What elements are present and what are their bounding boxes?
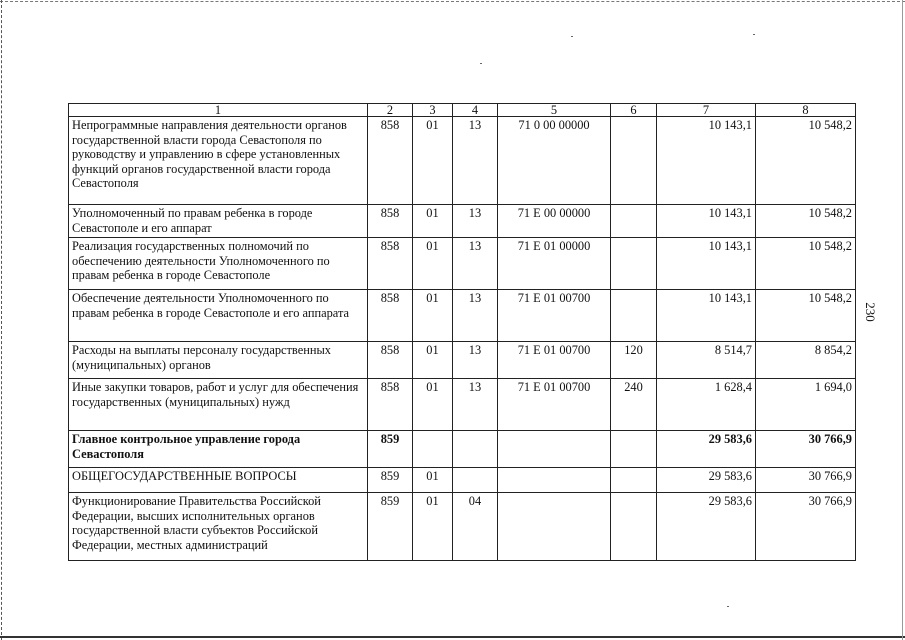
table-row bbox=[69, 205, 856, 238]
header-cell: 6 bbox=[611, 104, 657, 117]
table-row bbox=[69, 493, 856, 561]
scan-speck bbox=[727, 606, 729, 607]
row-sum-2019-cell: 1 628,4 bbox=[657, 379, 756, 431]
row-podrazdel-cell bbox=[453, 468, 498, 493]
row-podrazdel-cell: 13 bbox=[453, 205, 498, 238]
row-sum-2020-cell: 8 854,2 bbox=[756, 342, 856, 379]
row-vedomstvo-cell: 858 bbox=[368, 238, 413, 290]
row-csr-cell bbox=[498, 493, 611, 561]
row-csr-cell: 71 Е 01 00700 bbox=[498, 342, 611, 379]
scan-edge-bottom bbox=[0, 636, 905, 638]
row-razdel-cell: 01 bbox=[413, 290, 453, 342]
table-row bbox=[69, 238, 856, 290]
row-podrazdel-cell: 13 bbox=[453, 117, 498, 205]
row-name-cell: Расходы на выплаты персоналу государственных (муниципальных) органов bbox=[69, 342, 368, 379]
row-sum-2019-cell: 29 583,6 bbox=[657, 468, 756, 493]
row-razdel-cell: 01 bbox=[413, 493, 453, 561]
row-csr-cell: 71 Е 01 00700 bbox=[498, 379, 611, 431]
row-sum-2020-cell: 10 548,2 bbox=[756, 117, 856, 205]
row-sum-2019-cell: 10 143,1 bbox=[657, 205, 756, 238]
header-cell: 2 bbox=[368, 104, 413, 117]
row-podrazdel-cell: 04 bbox=[453, 493, 498, 561]
row-vr-cell bbox=[611, 493, 657, 561]
row-csr-cell: 71 Е 01 00000 bbox=[498, 238, 611, 290]
row-sum-2019-cell: 10 143,1 bbox=[657, 290, 756, 342]
scan-speck bbox=[571, 36, 573, 37]
row-podrazdel-cell bbox=[453, 431, 498, 468]
row-vedomstvo-cell: 859 bbox=[368, 431, 413, 468]
row-vedomstvo-cell: 858 bbox=[368, 117, 413, 205]
header-cell: 5 bbox=[498, 104, 611, 117]
header-cell: 1 bbox=[69, 104, 368, 117]
header-cell: 8 bbox=[756, 104, 856, 117]
row-name-cell: Обеспечение деятельности Уполномоченного по правам ребенка в городе Севастополе и его аппарата bbox=[69, 290, 368, 342]
row-razdel-cell: 01 bbox=[413, 468, 453, 493]
table-row bbox=[69, 290, 856, 342]
row-vedomstvo-cell: 858 bbox=[368, 205, 413, 238]
row-vr-cell bbox=[611, 468, 657, 493]
row-name-cell: Главное контрольное управление города Севастополя bbox=[69, 431, 368, 468]
row-vr-cell bbox=[611, 238, 657, 290]
table-row bbox=[69, 431, 856, 468]
table-row bbox=[69, 342, 856, 379]
budget-table bbox=[68, 103, 856, 561]
scan-speck bbox=[753, 34, 755, 35]
row-name-cell: Уполномоченный по правам ребенка в городе Севастополе и его аппарат bbox=[69, 205, 368, 238]
row-sum-2020-cell: 10 548,2 bbox=[756, 238, 856, 290]
row-vr-cell: 120 bbox=[611, 342, 657, 379]
row-name-cell: Непрограммные направления деятельности органов государственной власти города Севастополя по руководству и управлению в сфере установленных функций органов государственной власти города Севастополя bbox=[69, 117, 368, 205]
row-sum-2019-cell: 29 583,6 bbox=[657, 431, 756, 468]
row-razdel-cell: 01 bbox=[413, 238, 453, 290]
scan-edge-right bbox=[902, 0, 903, 640]
row-vedomstvo-cell: 858 bbox=[368, 342, 413, 379]
row-razdel-cell bbox=[413, 431, 453, 468]
row-sum-2020-cell: 10 548,2 bbox=[756, 205, 856, 238]
header-cell: 7 bbox=[657, 104, 756, 117]
row-vr-cell bbox=[611, 290, 657, 342]
table-row bbox=[69, 379, 856, 431]
row-razdel-cell: 01 bbox=[413, 117, 453, 205]
page-number: 230 bbox=[862, 302, 878, 322]
row-razdel-cell: 01 bbox=[413, 379, 453, 431]
row-name-cell: Иные закупки товаров, работ и услуг для обеспечения государственных (муниципальных) нужд bbox=[69, 379, 368, 431]
row-vr-cell: 240 bbox=[611, 379, 657, 431]
row-razdel-cell: 01 bbox=[413, 205, 453, 238]
row-vr-cell bbox=[611, 117, 657, 205]
row-sum-2019-cell: 10 143,1 bbox=[657, 117, 756, 205]
row-name-cell: Функционирование Правительства Российской Федерации, высших исполнительных органов государственной власти субъектов Российской Федерации, местных администраций bbox=[69, 493, 368, 561]
row-podrazdel-cell: 13 bbox=[453, 379, 498, 431]
row-sum-2020-cell: 30 766,9 bbox=[756, 493, 856, 561]
row-sum-2019-cell: 8 514,7 bbox=[657, 342, 756, 379]
row-sum-2020-cell: 10 548,2 bbox=[756, 290, 856, 342]
row-sum-2020-cell: 30 766,9 bbox=[756, 431, 856, 468]
row-vedomstvo-cell: 858 bbox=[368, 290, 413, 342]
table-row bbox=[69, 117, 856, 205]
row-vedomstvo-cell: 859 bbox=[368, 468, 413, 493]
row-sum-2019-cell: 10 143,1 bbox=[657, 238, 756, 290]
row-csr-cell bbox=[498, 468, 611, 493]
row-name-cell: ОБЩЕГОСУДАРСТВЕННЫЕ ВОПРОСЫ bbox=[69, 468, 368, 493]
table-header-row bbox=[69, 104, 856, 117]
row-vedomstvo-cell: 859 bbox=[368, 493, 413, 561]
row-vr-cell bbox=[611, 431, 657, 468]
row-sum-2020-cell: 30 766,9 bbox=[756, 468, 856, 493]
row-name-cell: Реализация государственных полномочий по обеспечению деятельности Уполномоченного по правам ребенка в городе Севастополе bbox=[69, 238, 368, 290]
row-podrazdel-cell: 13 bbox=[453, 238, 498, 290]
row-sum-2020-cell: 1 694,0 bbox=[756, 379, 856, 431]
table-row bbox=[69, 468, 856, 493]
scan-edge-top bbox=[0, 1, 905, 2]
row-vedomstvo-cell: 858 bbox=[368, 379, 413, 431]
scan-edge-left bbox=[1, 0, 2, 640]
scan-speck bbox=[480, 63, 482, 64]
row-razdel-cell: 01 bbox=[413, 342, 453, 379]
row-csr-cell: 71 Е 01 00700 bbox=[498, 290, 611, 342]
row-podrazdel-cell: 13 bbox=[453, 342, 498, 379]
row-csr-cell: 71 Е 00 00000 bbox=[498, 205, 611, 238]
row-csr-cell: 71 0 00 00000 bbox=[498, 117, 611, 205]
header-cell: 4 bbox=[453, 104, 498, 117]
header-cell: 3 bbox=[413, 104, 453, 117]
row-sum-2019-cell: 29 583,6 bbox=[657, 493, 756, 561]
row-podrazdel-cell: 13 bbox=[453, 290, 498, 342]
row-vr-cell bbox=[611, 205, 657, 238]
row-csr-cell bbox=[498, 431, 611, 468]
